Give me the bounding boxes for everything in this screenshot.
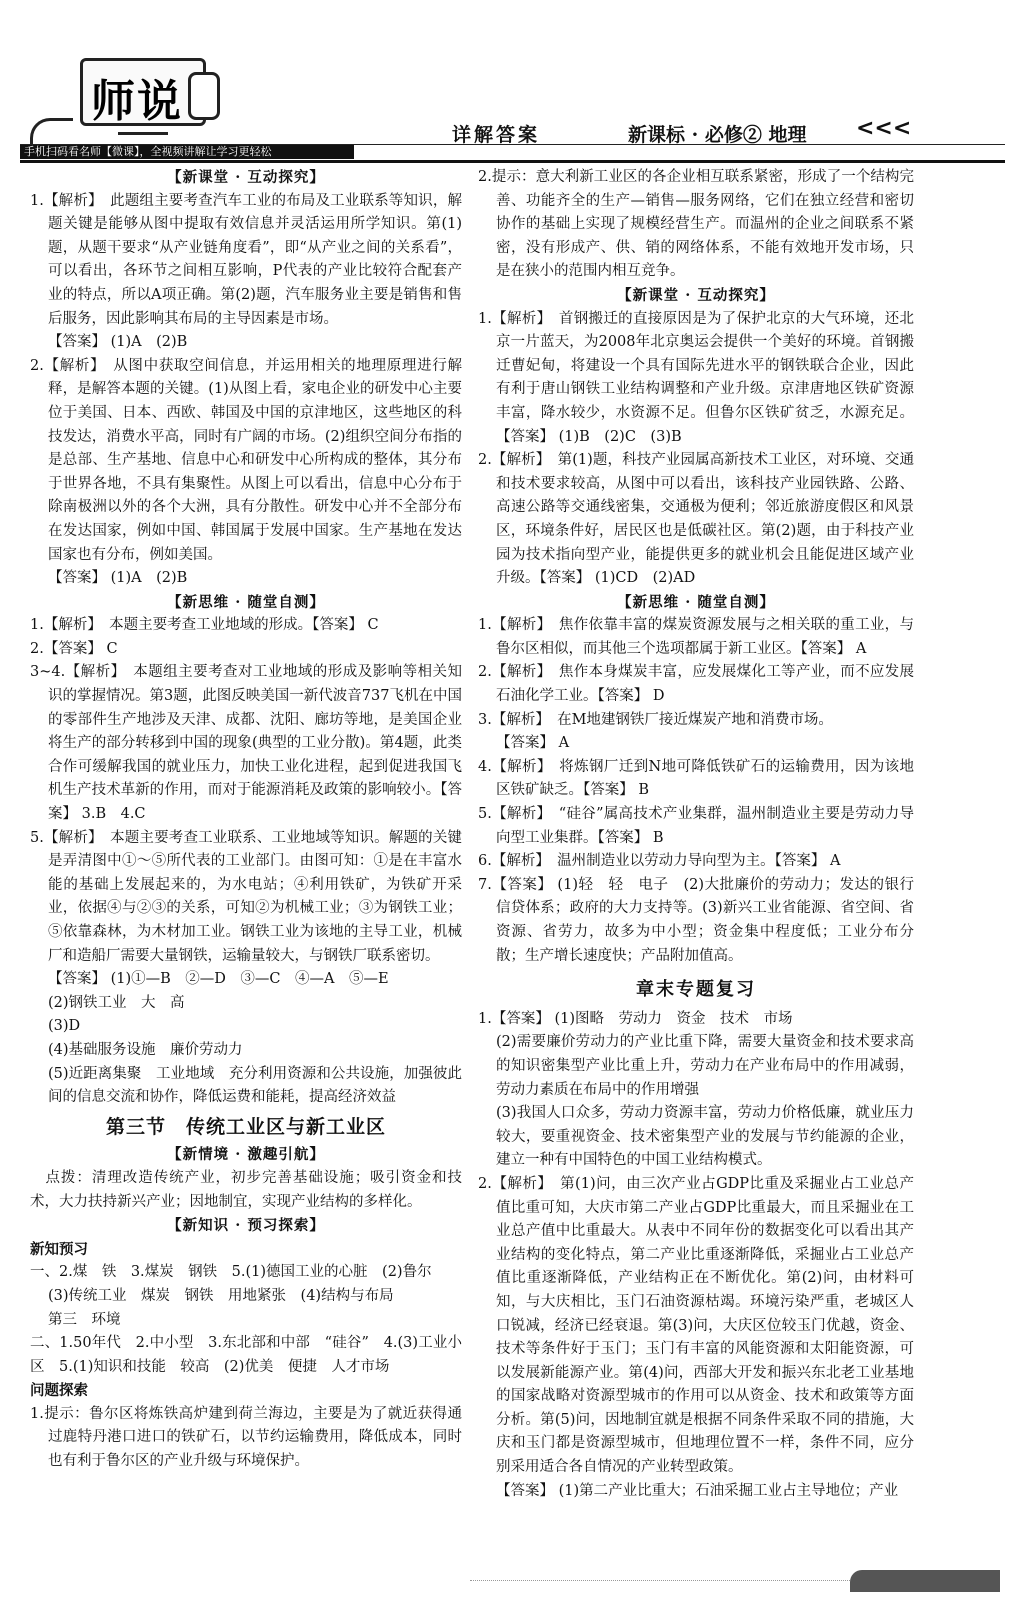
section-subheading: 【新思维 · 随堂自测】 xyxy=(167,593,325,611)
answer-paragraph: (2)需要廉价劳动力的产业比重下降，需要大量资金和技术要求高的知识密集型产业比重上升，劳动力在产业布局中的作用减弱，劳动力素质在布局中的作用增强 xyxy=(496,1034,914,1098)
answer-paragraph: 1.【解析】 此题组主要考查汽车工业的布局及工业联系等知识，解题关键是能够从图中提取有效信息并灵活运用所学知识。第(1)题，从题干要求“从产业链角度看”，即“从产业之间的关系看”，可以看出，各环节之间相互影响，P代表的产业比较符合配套产业的特点，所以A项正确。第(2)题，汽车服务业主要是销售和售后服务，因此影响其布局的主导因素是市场。 xyxy=(30,192,462,327)
answer-paragraph: 2.【答案】 C xyxy=(30,640,118,657)
answer-paragraph: (3)我国人口众多，劳动力资源丰富，劳动力价格低廉，就业压力较大，要重视资金、技术密集型产业的发展与节约能源的企业，建立一种有中国特色的中国工业结构模式。 xyxy=(496,1105,914,1169)
answer-paragraph: 6.【解析】 温州制造业以劳动力导向型为主。【答案】 A xyxy=(478,853,841,870)
answer-paragraph: 【答案】 (1)A (2)B xyxy=(48,334,188,351)
section-subheading: 【新知识 · 预习探索】 xyxy=(167,1217,325,1235)
page-footer xyxy=(470,1570,1010,1594)
answer-paragraph: 1.【答案】 (1)图略 劳动力 资金 技术 市场 xyxy=(478,1010,793,1027)
chapter-heading: 章末专题复习 xyxy=(636,979,756,1001)
answer-paragraph: 1.提示：鲁尔区将炼铁高炉建到荷兰海边，主要是为了就近获得通过鹿特丹港口进口的铁矿石，以节约运输费用，降低成本，同时也有利于鲁尔区的产业升级与环境保护。 xyxy=(30,1405,462,1470)
answer-paragraph: 5.【解析】 本题主要考查工业联系、工业地域等知识。解题的关键是弄清图中①～⑤所代表的工业部门。由图可知：①是在丰富水能的基础上发展起来的，为水电站；④利用铁矿，为铁矿开采业，依据④与②③的关系，可知②为机械工业；③为钢铁工业；⑤依靠森林，为木材加工业。钢铁工业为该地的主导工业，机械厂和造船厂需要大量钢铁，运输量较大，与钢铁厂联系密切。 xyxy=(30,829,462,964)
answer-paragraph: (4)基础服务设施 廉价劳动力 xyxy=(48,1041,243,1058)
phone-icon xyxy=(188,72,220,120)
page-number-tab xyxy=(850,1570,1000,1592)
answer-paragraph: 一、2.煤 铁 3.煤炭 钢铁 5.(1)德国工业的心脏 (2)鲁尔 xyxy=(30,1264,432,1281)
answer-paragraph: (2)钢铁工业 大 高 xyxy=(48,994,185,1011)
answer-paragraph: 5.【解析】 “硅谷”属高技术产业集群，温州制造业主要是劳动力导向型工业集群。【答案】 B xyxy=(478,806,914,846)
answer-paragraph: 【答案】 (1)①—B ②—D ③—C ④—A ⑤—E xyxy=(48,971,389,988)
answer-paragraph: 2.【解析】 第(1)问，由三次产业占GDP比重及采掘业占工业总产值比重可知，大庆市第二产业占GDP比重最大，而且采掘业在工业总产值中比重最大。从表中不同年份的数据变化可以看出其产业结构的变化特点，第二产业比重逐渐降低，采掘业占工业总产值比重逐渐降低，产业结构正在不断优化。第(2)问，由材料可知，与大庆相比，玉门石油资源枯竭。环境污染严重，老城区人口锐减，经济已经衰退。第(3)问，大庆区位较玉门优越，资金、技术等条件好于玉门；玉门有丰富的风能资源和太阳能资源，可以发展新能源产业。第(4)问，西部大开发和振兴东北老工业基地的国家战略对资源型城市的作用可以从资金、技术和政策等方面分析。第(5)问，因地制宜就是根据不同条件采取不同的措施，大庆和玉门都是资源型城市，但地理位置不一样，条件不同，应分别采用适合各自情况的产业转型政策。 xyxy=(478,1175,914,1476)
answer-paragraph: 3.【解析】 在M地建钢铁厂接近煤炭产地和消费市场。 xyxy=(478,711,833,728)
answer-paragraph: 2.【解析】 从图中获取空间信息，并运用相关的地理原理进行解释，是解答本题的关键。(1)从图上看，家电企业的研发中心主要位于美国、日本、西欧、韩国及中国的京津地区，这些地区的科技发达，消费水平高，同时有广阔的市场。(2)组织空间分布指的是总部、生产基地、信息中心和研发中心所构成的整体，其分布于世界各地，不具有集聚性。从图上可以看出，信息中心分布于除南极洲以外的各个大洲，具有分散性。研发中心并不全部分布在发达国家，例如中国、韩国属于发展中国家。生产基地在发达国家也有分布，例如美国。 xyxy=(30,357,462,563)
answer-paragraph: 3~4.【解析】 本题组主要考查对工业地域的形成及影响等相关知识的掌握情况。第3题，此图反映美国一新代波音737飞机在中国的零部件生产地涉及天津、成都、沈阳、廊坊等地，是美国企业将生产的部分转移到中国的现象(典型的工业分散)。第4题，此类合作可缓解我国的就业压力，加快工业化进程，起到促进我国飞机生产技术革新的作用，而对于能源消耗及政策的影响较小。【答案】 3.B 4.C xyxy=(30,664,462,823)
logo-text: 师说 xyxy=(91,76,183,127)
answer-paragraph: 第三 环境 xyxy=(48,1311,121,1328)
answer-paragraph: 7.【答案】 (1)轻 轻 电子 (2)大批廉价的劳动力；发达的银行信贷体系；政府的大力支持等。(3)新兴工业省能源、省空间、省资源、省劳力，故多为中小型；资金集中程度低；工业分布分散；生产增长速度快；产品附加值高。 xyxy=(478,876,914,964)
section-subheading: 【新课堂 · 互动探究】 xyxy=(167,169,325,186)
page-header xyxy=(0,0,1024,160)
answer-paragraph: 点拨：清理改造传统产业，初步完善基础设施；吸引资金和技术，大力扶持新兴产业；因地制宜，实现产业结构的多样化。 xyxy=(30,1169,462,1210)
answer-paragraph: 【答案】 A xyxy=(496,735,570,752)
monitor-stand-icon xyxy=(118,122,168,135)
answer-paragraph: 二、1.50年代 2.中小型 3.东北部和中部 “硅谷” 4.(3)工业小区 5.(1)知识和技能 较高 (2)优美 便捷 人才市场 xyxy=(30,1335,462,1375)
answer-paragraph: 1.【解析】 本题主要考查工业地域的形成。【答案】 C xyxy=(30,617,379,634)
chevrons-left-icon: <<< xyxy=(856,116,912,141)
header-strip: 手机扫码看名师【微课】，全视频讲解让学习更轻松 xyxy=(20,145,354,159)
answer-paragraph: 4.【解析】 将炼钢厂迁到N地可降低铁矿石的运输费用，因为该地区铁矿缺乏。【答案】 B xyxy=(478,758,914,799)
answer-paragraph: (5)近距离集聚 工业地域 充分利用资源和公共设施，加强彼此间的信息交流和协作，降低运费和能耗，提高经济效益 xyxy=(48,1065,462,1106)
section-subheading: 【新思维 · 随堂自测】 xyxy=(617,593,775,611)
answer-paragraph: 2.【解析】 焦作本身煤炭丰富，应发展煤化工等产业，而不应发展石油化学工业。【答案】 D xyxy=(478,664,914,705)
answer-paragraph: 1.【解析】 首钢搬迁的直接原因是为了保护北京的大气环境，还北京一片蓝天，为2008年北京奥运会提供一个美好的环境。首钢搬迁曹妃甸，将建设一个具有国际先进水平的钢铁联合企业，因此有利于唐山钢铁工业结构调整和产业升级。京津唐地区铁矿资源丰富，降水较少，水资源不足。但鲁尔区铁矿贫乏，水源充足。【答案】 (1)B (2)C (3)B xyxy=(478,310,914,445)
section-heading: 第三节 传统工业区与新工业区 xyxy=(105,1115,386,1138)
section-subheading: 【新课堂 · 互动探究】 xyxy=(617,286,775,304)
section-subheading: 【新情境 · 激趣引航】 xyxy=(167,1146,325,1164)
left-column xyxy=(30,166,462,1474)
answer-paragraph: 2.提示：意大利新工业区的各企业相互联系紧密，形成了一个结构完善、功能齐全的生产—销售—服务网络，它们在独立经营和密切协作的基础上实现了规模经营生产。而温州的企业之间联系不紧密，没有形成产、供、销的网络体系，不能有效地开发市场，只是在狭小的范围内相互竞争。 xyxy=(478,169,914,280)
logo-arrow-icon xyxy=(30,118,73,147)
right-column xyxy=(478,166,914,1503)
header-rule-bold xyxy=(20,160,1005,163)
footer-rule xyxy=(470,1580,850,1581)
answer-paragraph: (3)D xyxy=(48,1018,81,1035)
header-title: 详解答案 xyxy=(452,124,541,146)
answer-paragraph: 【答案】 (1)第二产业比重大；石油采掘工业占主导地位；产业 xyxy=(496,1482,899,1499)
header-course: 新课标 · 必修② 地理 xyxy=(628,124,807,146)
answer-paragraph: 1.【解析】 焦作依靠丰富的煤炭资源发展与之相关联的重工业，与鲁尔区相似，而其他三个选项都属于新工业区。【答案】 A xyxy=(478,617,914,657)
answer-paragraph: 新知预习 xyxy=(30,1240,88,1258)
answer-paragraph: 【答案】 (1)A (2)B xyxy=(48,570,188,587)
answer-paragraph: 2.【解析】 第(1)题，科技产业园属高新技术工业区，对环境、交通和技术要求较高，从图中可以看出，该科技产业园铁路、公路、高速公路等交通线密集，交通极为便利；邻近旅游度假区和风景区，环境条件好，居民区也是低碳社区。第(2)题，由于科技产业园为技术指向型产业，能提供更多的就业机会且能促进区域产业升级。【答案】 (1)CD (2)AD xyxy=(478,452,914,587)
answer-paragraph: 问题探索 xyxy=(30,1382,88,1400)
answer-paragraph: (3)传统工业 煤炭 钢铁 用地紧张 (4)结构与布局 xyxy=(48,1287,394,1304)
